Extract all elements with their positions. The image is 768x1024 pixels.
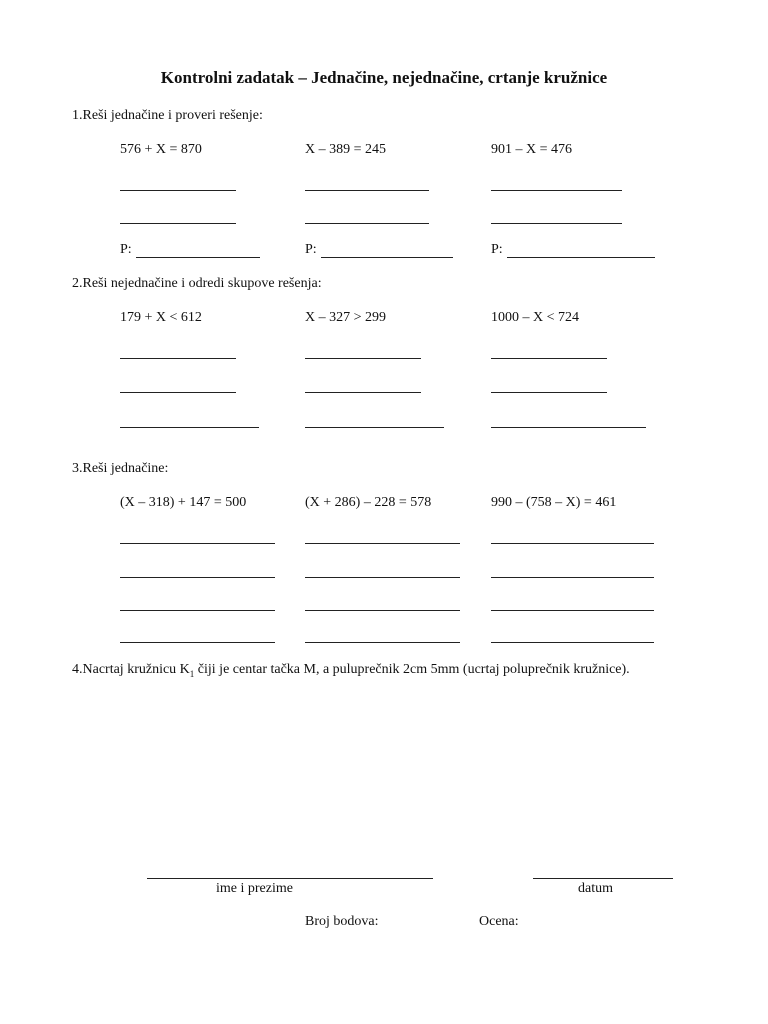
task1-equation-3: 901 – X = 476: [491, 142, 573, 157]
answer-line[interactable]: [120, 642, 275, 643]
name-label: ime i prezime: [216, 881, 293, 896]
answer-line[interactable]: [491, 223, 622, 224]
task1-equation-1: 576 + X = 870: [120, 142, 202, 157]
answer-line[interactable]: [491, 427, 646, 428]
task2-label: 2.Reši nejednačine i odredi skupove rešenja:: [72, 276, 322, 291]
task3-equation-1: (X – 318) + 147 = 500: [120, 495, 247, 510]
grade-label: Ocena:: [479, 914, 519, 929]
answer-line[interactable]: [491, 392, 607, 393]
answer-line[interactable]: [120, 392, 236, 393]
answer-line[interactable]: [491, 642, 654, 643]
answer-line[interactable]: [120, 223, 236, 224]
answer-line[interactable]: [305, 543, 460, 544]
answer-line[interactable]: [305, 577, 460, 578]
check-line[interactable]: [136, 257, 260, 258]
task4-label: 4.Nacrtaj kružnicu $K_1$ čiji je centar tačka M, a pulupre​čnik 2cm 5mm (ucrtaj poluprečnik kružnice).: [72, 662, 630, 679]
answer-line[interactable]: [491, 190, 622, 191]
answer-line[interactable]: [491, 358, 607, 359]
answer-line[interactable]: [305, 642, 460, 643]
answer-line[interactable]: [120, 577, 275, 578]
check-line[interactable]: [321, 257, 453, 258]
check-label: P:: [120, 242, 132, 257]
page-title: Kontrolni zadatak – Jednačine, nejednačine, crtanje kružnice: [160, 68, 608, 87]
answer-line[interactable]: [305, 190, 429, 191]
answer-line[interactable]: [491, 577, 654, 578]
answer-line[interactable]: [491, 610, 654, 611]
answer-line[interactable]: [491, 543, 654, 544]
check-line[interactable]: [507, 257, 655, 258]
answer-line[interactable]: [120, 610, 275, 611]
task3-label: 3.Reši jednačine:: [72, 461, 169, 476]
name-line[interactable]: [147, 878, 433, 879]
task1-equation-2: X – 389 = 245: [305, 142, 387, 157]
task3-equation-3: 990 – (758 – X) = 461: [491, 495, 617, 510]
answer-line[interactable]: [305, 610, 460, 611]
task2-inequality-2: X – 327 > 299: [305, 310, 387, 325]
answer-line[interactable]: [305, 392, 421, 393]
task3-equation-2: (X + 286) – 228 = 578: [305, 495, 432, 510]
points-label: Broj bodova:: [305, 914, 379, 929]
answer-line[interactable]: [120, 358, 236, 359]
date-line[interactable]: [533, 878, 673, 879]
task2-inequality-3: 1000 – X < 724: [491, 310, 580, 325]
check-label: P:: [491, 242, 503, 257]
answer-line[interactable]: [305, 358, 421, 359]
task2-inequality-1: 179 + X < 612: [120, 310, 202, 325]
task1-label: 1.Reši jednačine i proveri rešenje:: [72, 108, 263, 123]
answer-line[interactable]: [305, 427, 444, 428]
answer-line[interactable]: [120, 427, 259, 428]
answer-line[interactable]: [120, 190, 236, 191]
check-label: P:: [305, 242, 317, 257]
answer-line[interactable]: [120, 543, 275, 544]
date-label: datum: [578, 881, 613, 896]
answer-line[interactable]: [305, 223, 429, 224]
